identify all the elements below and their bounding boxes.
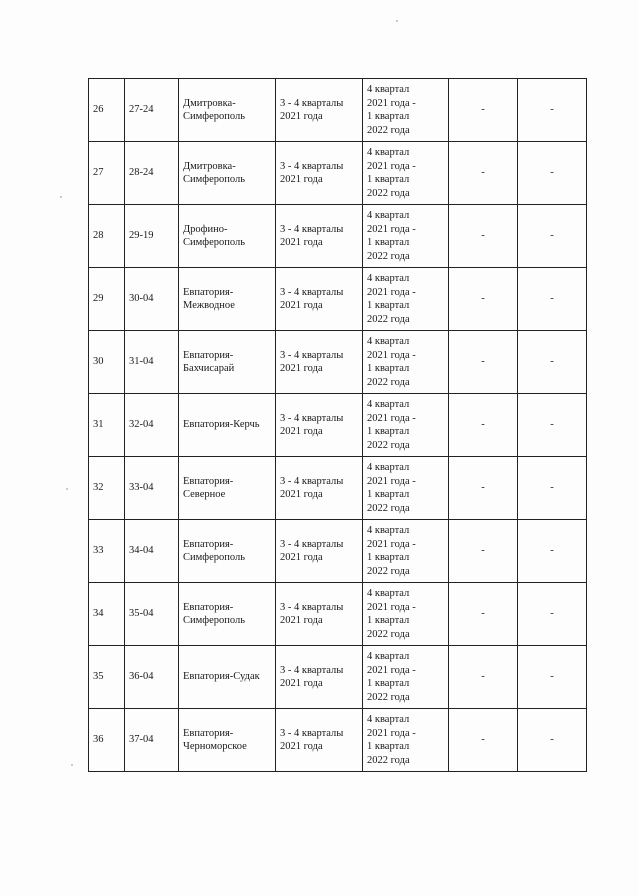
dash-text: - xyxy=(550,608,554,620)
route-name-cell xyxy=(179,268,276,331)
end-period-text: 4 квартал 2021 года - 1 квартал 2022 года xyxy=(367,588,416,640)
route-name-text: Дмитровка- Симферополь xyxy=(183,160,245,185)
start-period-text: 3 - 4 кварталы 2021 года xyxy=(280,727,344,752)
dash-text: - xyxy=(481,545,485,557)
end-period-text: 4 квартал 2021 года - 1 квартал 2022 года xyxy=(367,651,416,703)
route-name-cell xyxy=(179,583,276,646)
row-number-text: 33 xyxy=(93,545,104,557)
end-period-cell xyxy=(363,583,449,646)
route-name-text: Евпатория-Судак xyxy=(183,671,260,683)
dash-text: - xyxy=(550,734,554,746)
table-row xyxy=(89,583,587,646)
start-period-cell xyxy=(276,331,363,394)
dash-cell xyxy=(449,583,518,646)
route-code-cell xyxy=(125,142,179,205)
dash-text: - xyxy=(550,104,554,116)
row-number-cell xyxy=(89,457,125,520)
row-number-cell xyxy=(89,583,125,646)
start-period-text: 3 - 4 кварталы 2021 года xyxy=(280,160,344,185)
dash-text: - xyxy=(481,734,485,746)
route-code-cell xyxy=(125,457,179,520)
route-code-text: 37-04 xyxy=(129,734,154,746)
route-name-text: Евпатория-Керчь xyxy=(183,419,260,431)
dash-text: - xyxy=(481,230,485,242)
table-row xyxy=(89,394,587,457)
start-period-text: 3 - 4 кварталы 2021 года xyxy=(280,349,344,374)
start-period-text: 3 - 4 кварталы 2021 года xyxy=(280,601,344,626)
start-period-text: 3 - 4 кварталы 2021 года xyxy=(280,286,344,311)
end-period-cell xyxy=(363,394,449,457)
route-name-cell xyxy=(179,79,276,142)
route-code-text: 29-19 xyxy=(129,230,154,242)
start-period-cell xyxy=(276,457,363,520)
dash-cell xyxy=(518,79,587,142)
dash-cell xyxy=(518,268,587,331)
row-number-cell xyxy=(89,79,125,142)
dash-cell xyxy=(518,583,587,646)
end-period-cell xyxy=(363,457,449,520)
route-code-cell xyxy=(125,268,179,331)
start-period-text: 3 - 4 кварталы 2021 года xyxy=(280,412,344,437)
table-row xyxy=(89,331,587,394)
dash-cell xyxy=(449,79,518,142)
end-period-cell xyxy=(363,268,449,331)
table-row xyxy=(89,457,587,520)
route-code-text: 31-04 xyxy=(129,356,154,368)
route-code-cell xyxy=(125,79,179,142)
route-code-cell xyxy=(125,520,179,583)
routes-table-body xyxy=(89,79,587,772)
scan-speck xyxy=(71,764,73,766)
scan-speck xyxy=(66,488,68,490)
row-number-text: 32 xyxy=(93,482,104,494)
route-code-text: 32-04 xyxy=(129,419,154,431)
end-period-cell xyxy=(363,79,449,142)
row-number-text: 31 xyxy=(93,419,104,431)
route-name-cell xyxy=(179,331,276,394)
dash-text: - xyxy=(481,419,485,431)
dash-cell xyxy=(449,646,518,709)
row-number-text: 36 xyxy=(93,734,104,746)
route-name-cell xyxy=(179,205,276,268)
scan-speck xyxy=(396,20,398,22)
row-number-text: 34 xyxy=(93,608,104,620)
end-period-text: 4 квартал 2021 года - 1 квартал 2022 года xyxy=(367,147,416,199)
dash-text: - xyxy=(481,608,485,620)
row-number-text: 35 xyxy=(93,671,104,683)
end-period-cell xyxy=(363,205,449,268)
row-number-cell xyxy=(89,520,125,583)
dash-text: - xyxy=(550,230,554,242)
route-name-cell xyxy=(179,457,276,520)
dash-cell xyxy=(449,331,518,394)
start-period-cell xyxy=(276,205,363,268)
route-name-text: Евпатория- Межводное xyxy=(183,286,235,311)
dash-text: - xyxy=(550,482,554,494)
row-number-cell xyxy=(89,394,125,457)
end-period-cell xyxy=(363,646,449,709)
dash-text: - xyxy=(550,419,554,431)
dash-text: - xyxy=(550,293,554,305)
row-number-cell xyxy=(89,205,125,268)
dash-text: - xyxy=(481,356,485,368)
end-period-text: 4 квартал 2021 года - 1 квартал 2022 года xyxy=(367,273,416,325)
scan-speck xyxy=(60,196,62,198)
route-name-cell xyxy=(179,394,276,457)
dash-cell xyxy=(518,646,587,709)
route-name-cell xyxy=(179,142,276,205)
start-period-cell xyxy=(276,142,363,205)
dash-cell xyxy=(449,268,518,331)
row-number-text: 28 xyxy=(93,230,104,242)
row-number-cell xyxy=(89,142,125,205)
start-period-text: 3 - 4 кварталы 2021 года xyxy=(280,475,344,500)
routes-table xyxy=(88,78,587,772)
route-code-text: 36-04 xyxy=(129,671,154,683)
route-code-cell xyxy=(125,205,179,268)
start-period-cell xyxy=(276,268,363,331)
route-name-text: Евпатория- Северное xyxy=(183,475,234,500)
route-code-text: 30-04 xyxy=(129,293,154,305)
row-number-text: 30 xyxy=(93,356,104,368)
row-number-text: 26 xyxy=(93,104,104,116)
start-period-text: 3 - 4 кварталы 2021 года xyxy=(280,223,344,248)
end-period-cell xyxy=(363,520,449,583)
dash-cell xyxy=(518,457,587,520)
end-period-text: 4 квартал 2021 года - 1 квартал 2022 года xyxy=(367,714,416,766)
start-period-cell xyxy=(276,583,363,646)
end-period-text: 4 квартал 2021 года - 1 квартал 2022 года xyxy=(367,525,416,577)
table-row xyxy=(89,268,587,331)
table-row xyxy=(89,142,587,205)
dash-text: - xyxy=(550,671,554,683)
start-period-text: 3 - 4 кварталы 2021 года xyxy=(280,664,344,689)
dash-cell xyxy=(518,205,587,268)
dash-text: - xyxy=(550,545,554,557)
end-period-text: 4 квартал 2021 года - 1 квартал 2022 года xyxy=(367,336,416,388)
start-period-cell xyxy=(276,709,363,772)
route-code-text: 28-24 xyxy=(129,167,154,179)
end-period-cell xyxy=(363,142,449,205)
route-code-cell xyxy=(125,331,179,394)
table-row xyxy=(89,205,587,268)
row-number-cell xyxy=(89,709,125,772)
dash-cell xyxy=(449,709,518,772)
route-code-text: 27-24 xyxy=(129,104,154,116)
dash-text: - xyxy=(481,671,485,683)
end-period-cell xyxy=(363,709,449,772)
table-row xyxy=(89,646,587,709)
dash-text: - xyxy=(481,293,485,305)
dash-cell xyxy=(518,331,587,394)
dash-text: - xyxy=(481,167,485,179)
start-period-cell xyxy=(276,646,363,709)
start-period-text: 3 - 4 кварталы 2021 года xyxy=(280,97,344,122)
route-name-text: Дрофино- Симферополь xyxy=(183,223,245,248)
table-row xyxy=(89,79,587,142)
route-code-cell xyxy=(125,646,179,709)
row-number-cell xyxy=(89,268,125,331)
dash-cell xyxy=(449,457,518,520)
route-code-text: 34-04 xyxy=(129,545,154,557)
end-period-text: 4 квартал 2021 года - 1 квартал 2022 года xyxy=(367,210,416,262)
dash-cell xyxy=(518,520,587,583)
row-number-cell xyxy=(89,331,125,394)
route-name-cell xyxy=(179,646,276,709)
route-code-cell xyxy=(125,583,179,646)
route-code-cell xyxy=(125,394,179,457)
dash-text: - xyxy=(550,167,554,179)
table-row xyxy=(89,709,587,772)
end-period-text: 4 квартал 2021 года - 1 квартал 2022 года xyxy=(367,84,416,136)
route-code-cell xyxy=(125,709,179,772)
end-period-text: 4 квартал 2021 года - 1 квартал 2022 года xyxy=(367,462,416,514)
route-code-text: 33-04 xyxy=(129,482,154,494)
dash-cell xyxy=(449,520,518,583)
route-name-text: Дмитровка- Симферополь xyxy=(183,97,245,122)
dash-cell xyxy=(449,142,518,205)
route-name-cell xyxy=(179,520,276,583)
dash-cell xyxy=(518,709,587,772)
end-period-cell xyxy=(363,331,449,394)
dash-cell xyxy=(518,142,587,205)
start-period-cell xyxy=(276,520,363,583)
route-name-text: Евпатория- Симферополь xyxy=(183,538,245,563)
dash-text: - xyxy=(481,104,485,116)
dash-text: - xyxy=(481,482,485,494)
row-number-text: 29 xyxy=(93,293,104,305)
start-period-cell xyxy=(276,394,363,457)
route-name-text: Евпатория- Черноморское xyxy=(183,727,247,752)
route-name-text: Евпатория- Симферополь xyxy=(183,601,245,626)
route-name-cell xyxy=(179,709,276,772)
dash-cell xyxy=(518,394,587,457)
dash-cell xyxy=(449,394,518,457)
dash-text: - xyxy=(550,356,554,368)
row-number-text: 27 xyxy=(93,167,104,179)
dash-cell xyxy=(449,205,518,268)
start-period-text: 3 - 4 кварталы 2021 года xyxy=(280,538,344,563)
table-row xyxy=(89,520,587,583)
row-number-cell xyxy=(89,646,125,709)
end-period-text: 4 квартал 2021 года - 1 квартал 2022 года xyxy=(367,399,416,451)
route-code-text: 35-04 xyxy=(129,608,154,620)
start-period-cell xyxy=(276,79,363,142)
route-name-text: Евпатория- Бахчисарай xyxy=(183,349,235,374)
